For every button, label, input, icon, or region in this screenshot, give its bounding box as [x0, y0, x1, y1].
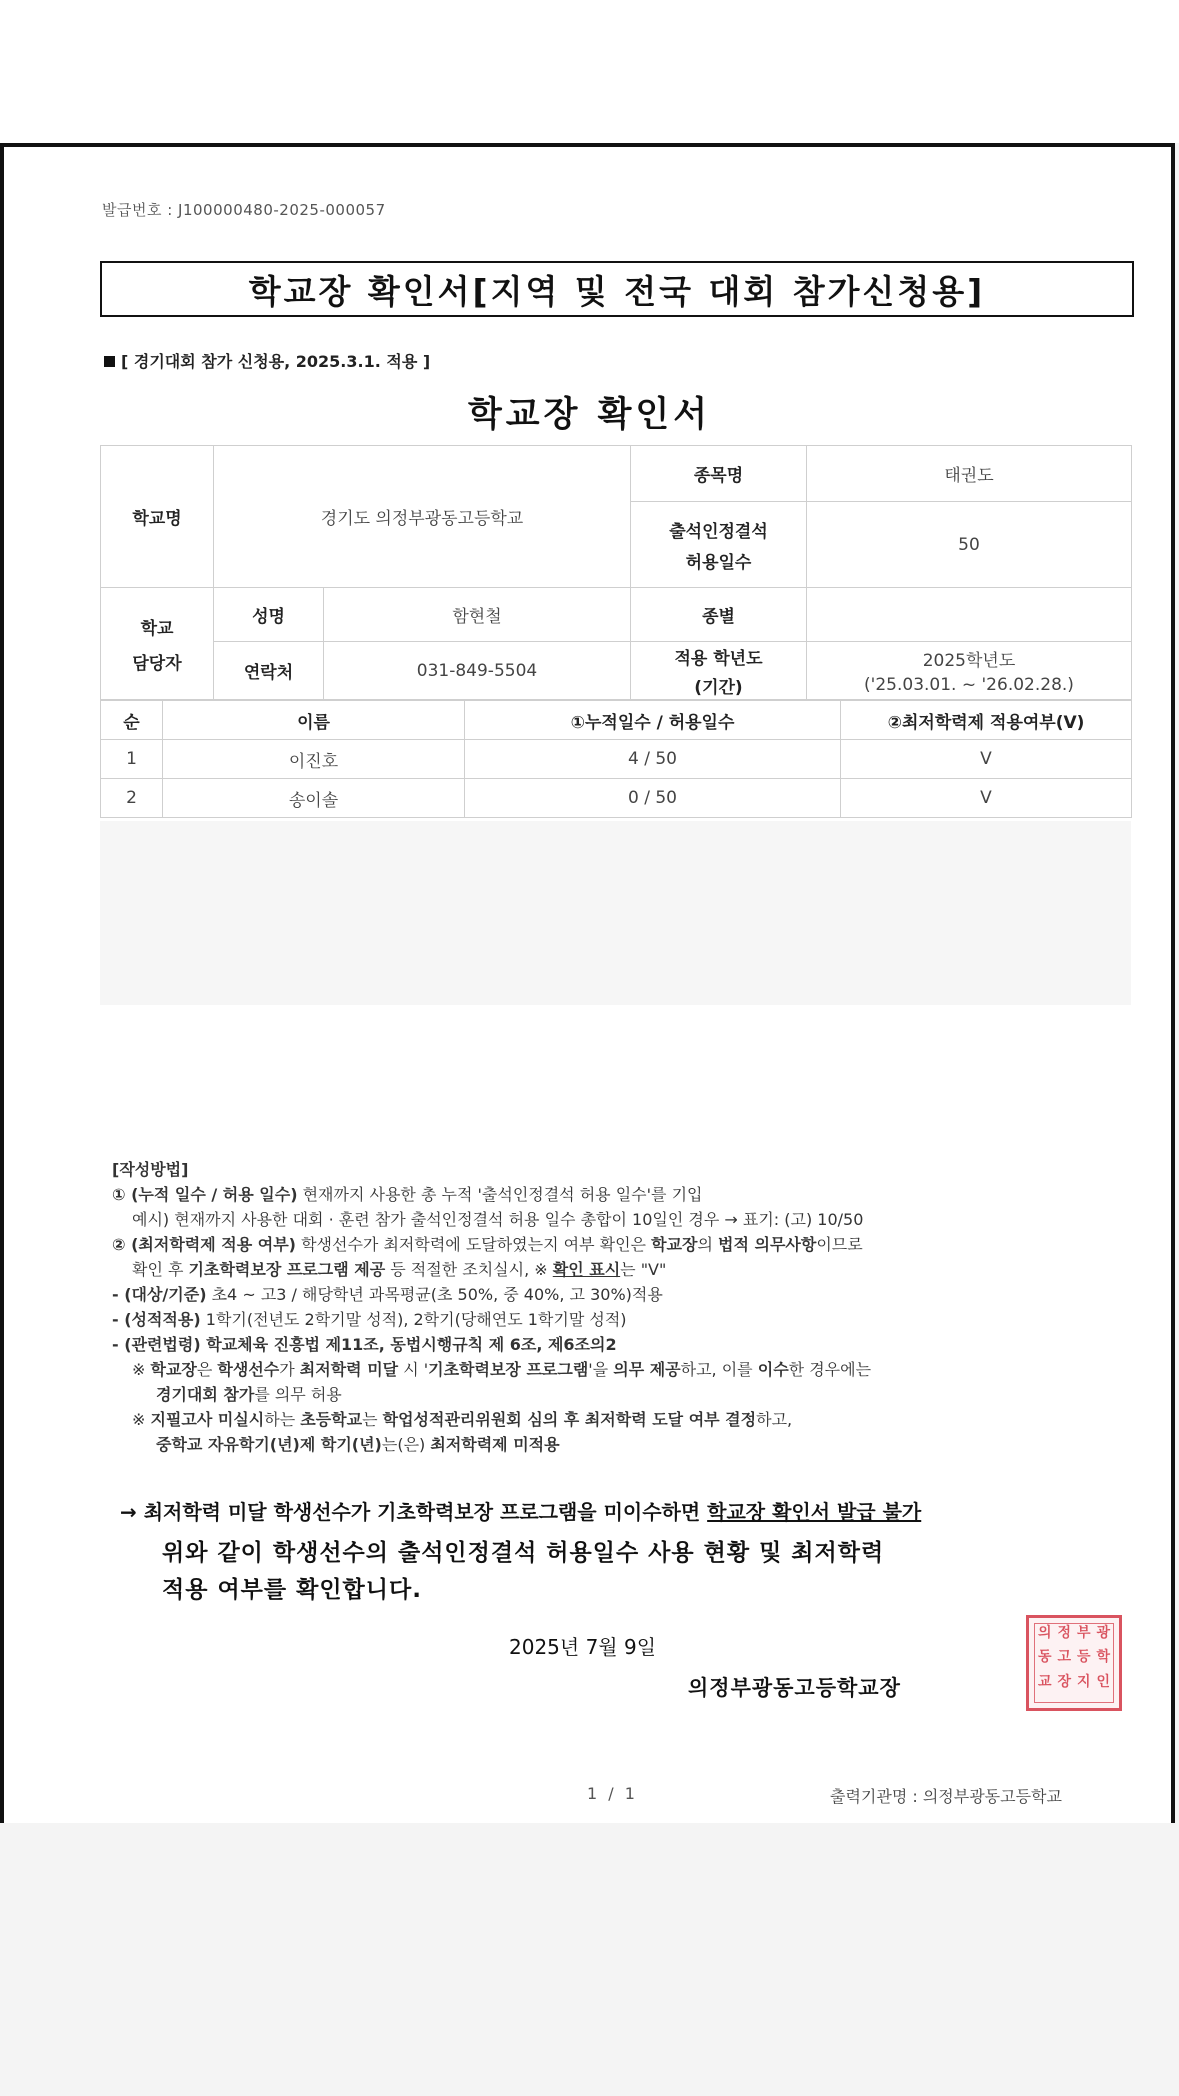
method-term: 최저학력제 미적용	[430, 1435, 560, 1454]
method-line	[112, 1182, 871, 1207]
method-text: 하고, 이를	[680, 1360, 758, 1379]
allowed-days-value: 50	[807, 502, 1132, 588]
method-line	[112, 1307, 871, 1332]
seal-char: 의	[1037, 1625, 1052, 1641]
method-text: 한 경우에는	[788, 1360, 872, 1379]
row-no: 1	[101, 740, 163, 779]
name-label: 성명	[214, 588, 324, 642]
col-header-min-academic: ②최저학력제 적용여부(V)	[841, 701, 1132, 740]
seal-char: 지	[1076, 1673, 1091, 1690]
method-line	[112, 1257, 871, 1282]
year-value-line2: ('25.03.01. ~ '26.02.28.)	[864, 675, 1074, 695]
staff-label-line1: 학교	[140, 618, 174, 639]
row-days: 0 / 50	[465, 779, 841, 818]
method-term: 학생선수	[217, 1360, 280, 1379]
method-term: 학교체육 진흥법 제11조, 동법시행규칙 제 6조, 제6조의2	[200, 1335, 617, 1354]
method-line	[112, 1382, 871, 1407]
event-label: 종목명	[631, 446, 807, 502]
method-text: 현재까지 사용한 총 누적 '출석인정결석 허용 일수'를 기입	[297, 1185, 703, 1204]
writing-method	[112, 1157, 871, 1457]
seal-char	[1035, 1697, 1055, 1702]
confirmation-line2: 적용 여부를 확인합니다.	[162, 1577, 422, 1603]
table-row	[101, 779, 1132, 818]
contact-value: 031-849-5504	[324, 642, 631, 700]
seal-char: 동	[1037, 1649, 1052, 1666]
col-header-name: 이름	[163, 701, 465, 740]
method-line	[112, 1232, 871, 1257]
empty-table-area	[100, 821, 1131, 1005]
year-label	[631, 642, 807, 700]
allowed-days-label-line2: 허용일수	[685, 552, 752, 573]
year-value	[807, 642, 1132, 700]
method-line	[112, 1332, 871, 1357]
row-name: 송이솔	[163, 779, 465, 818]
contact-label: 연락처	[214, 642, 324, 700]
confirmation-line1: 위와 같이 학생선수의 출석인정결석 허용일수 사용 현황 및 최저학력	[162, 1540, 885, 1566]
year-label-line2: (기간)	[694, 677, 743, 698]
issue-number: 발급번호 : J100000480-2025-000057	[102, 201, 386, 219]
seal-char: 장	[1057, 1673, 1072, 1690]
method-text: 는(은)	[381, 1435, 431, 1454]
seal-char: 고	[1057, 1649, 1072, 1666]
type-label: 종별	[631, 588, 807, 642]
method-line	[112, 1407, 871, 1432]
students-table	[100, 700, 1132, 818]
row-no: 2	[101, 779, 163, 818]
sub-note	[104, 349, 430, 372]
method-term: - (대상/기준)	[112, 1285, 207, 1304]
method-text: ※	[132, 1410, 151, 1429]
method-term: - (관련법령)	[112, 1335, 201, 1354]
header-title: 학교장 확인서[지역 및 전국 대회 참가신청용]	[100, 261, 1134, 317]
issue-date: 2025년 7월 9일	[509, 1635, 657, 1659]
main-title: 학교장 확인서	[467, 395, 712, 435]
table-row	[101, 740, 1132, 779]
school-value: 경기도 의정부광동고등학교	[214, 446, 631, 588]
confirmation-statement	[162, 1535, 884, 1609]
method-term: ② (최저학력제 적용 여부)	[112, 1235, 296, 1254]
method-term: 지필고사 미실시	[150, 1410, 265, 1429]
method-term: - (성적적용)	[112, 1310, 201, 1329]
page-number: 1 / 1	[587, 1784, 638, 1803]
method-term: 의무 제공	[613, 1360, 681, 1379]
method-line: 예시) 현재까지 사용한 대회 · 훈련 참가 출석인정결석 허용 일수 총합이 10일인 경우 → 표기: (고) 10/50	[132, 1210, 864, 1229]
certificate-page	[0, 143, 1175, 1823]
method-line	[112, 1357, 871, 1382]
method-term: 법적 의무사항	[718, 1235, 817, 1254]
method-text: 를 의무 허용	[254, 1385, 342, 1404]
col-header-days: ①누적일수 / 허용일수	[465, 701, 841, 740]
row-days: 4 / 50	[465, 740, 841, 779]
seal-char: 학	[1096, 1649, 1111, 1666]
method-text: 초4 ~ 고3 / 해당학년 과목평균(초 50%, 중 40%, 고 30%)적용	[206, 1285, 663, 1304]
seal-char: 등	[1076, 1649, 1091, 1666]
top-blank-area	[0, 0, 1179, 143]
event-value: 태권도	[807, 446, 1132, 502]
method-term: 초등학교	[300, 1410, 363, 1429]
method-text: 하고,	[756, 1410, 793, 1429]
seal-characters	[1034, 1623, 1114, 1703]
square-bullet-icon	[104, 356, 115, 367]
method-term: 최저학력 미달	[299, 1360, 399, 1379]
year-value-line1: 2025학년도	[922, 651, 1016, 671]
method-text: 확인 후	[132, 1260, 189, 1279]
method-term: 확인 표시	[552, 1260, 621, 1279]
method-term: 경기대회 참가	[156, 1385, 255, 1404]
principal-name: 의정부광동고등학교장	[688, 1676, 901, 1700]
type-value	[807, 588, 1132, 642]
method-text: 의	[697, 1235, 719, 1254]
method-term: 학업성적관리위원회 심의 후 최저학력 도달 여부 결정	[382, 1410, 757, 1429]
method-text: 1학기(전년도 2학기말 성적), 2학기(당해연도 1학기말 성적)	[200, 1310, 627, 1329]
method-heading: [작성방법]	[112, 1160, 189, 1179]
staff-label	[101, 588, 214, 700]
sub-note-text: [ 경기대회 참가 신청용, 2025.3.1. 적용 ]	[121, 352, 431, 371]
seal-char	[1094, 1697, 1114, 1702]
method-text: 는 "V"	[620, 1260, 667, 1279]
seal-char	[1055, 1697, 1075, 1702]
seal-char: 광	[1096, 1625, 1111, 1641]
staff-label-line2: 담당자	[132, 653, 182, 674]
row-check: V	[841, 740, 1132, 779]
school-seal-stamp	[1026, 1615, 1122, 1711]
method-text: 하는	[264, 1410, 301, 1429]
method-text: 등 적절한 조치실시, ※	[385, 1260, 553, 1279]
printing-institution: 출력기관명 : 의정부광동고등학교	[830, 1787, 1062, 1806]
method-term: 학교장	[651, 1235, 698, 1254]
seal-char: 인	[1096, 1673, 1111, 1690]
method-term: ① (누적 일수 / 허용 일수)	[112, 1185, 298, 1204]
year-label-line1: 적용 학년도	[674, 648, 763, 669]
seal-char: 부	[1076, 1625, 1091, 1641]
col-header-no: 순	[101, 701, 163, 740]
arrow-note-text: → 최저학력 미달 학생선수가 기초학력보장 프로그램을 미이수하면	[120, 1500, 708, 1524]
method-text: 는	[362, 1410, 383, 1429]
method-text: 은	[196, 1360, 218, 1379]
method-text: ※	[132, 1360, 151, 1379]
method-text: 시 '	[398, 1360, 429, 1379]
name-value: 함현철	[324, 588, 631, 642]
method-text: 학생선수가 최저학력에 도달하였는지 여부 확인은	[296, 1235, 652, 1254]
method-term: 이수	[757, 1360, 789, 1379]
row-check: V	[841, 779, 1132, 818]
method-text: 이므로	[816, 1235, 863, 1254]
method-term: 중학교 자유학기(년)제 학기(년)	[156, 1435, 382, 1454]
row-name: 이진호	[163, 740, 465, 779]
seal-char	[1074, 1697, 1094, 1702]
arrow-note	[120, 1496, 921, 1525]
school-info-table	[100, 445, 1132, 700]
method-term: 학교장	[150, 1360, 197, 1379]
arrow-note-emphasis: 학교장 확인서 발급 불가	[707, 1500, 922, 1524]
seal-char: 교	[1037, 1673, 1052, 1690]
method-text: 가	[279, 1360, 300, 1379]
method-term: 기초학력보장 프로그램 제공	[188, 1260, 386, 1279]
method-term: 기초학력보장 프로그램	[428, 1360, 589, 1379]
allowed-days-label-line1: 출석인정결석	[669, 521, 768, 542]
school-label: 학교명	[101, 446, 214, 588]
method-line	[112, 1432, 871, 1457]
method-line	[112, 1282, 871, 1307]
seal-char: 정	[1057, 1625, 1072, 1641]
allowed-days-label	[631, 502, 807, 588]
method-text: '을	[588, 1360, 614, 1379]
